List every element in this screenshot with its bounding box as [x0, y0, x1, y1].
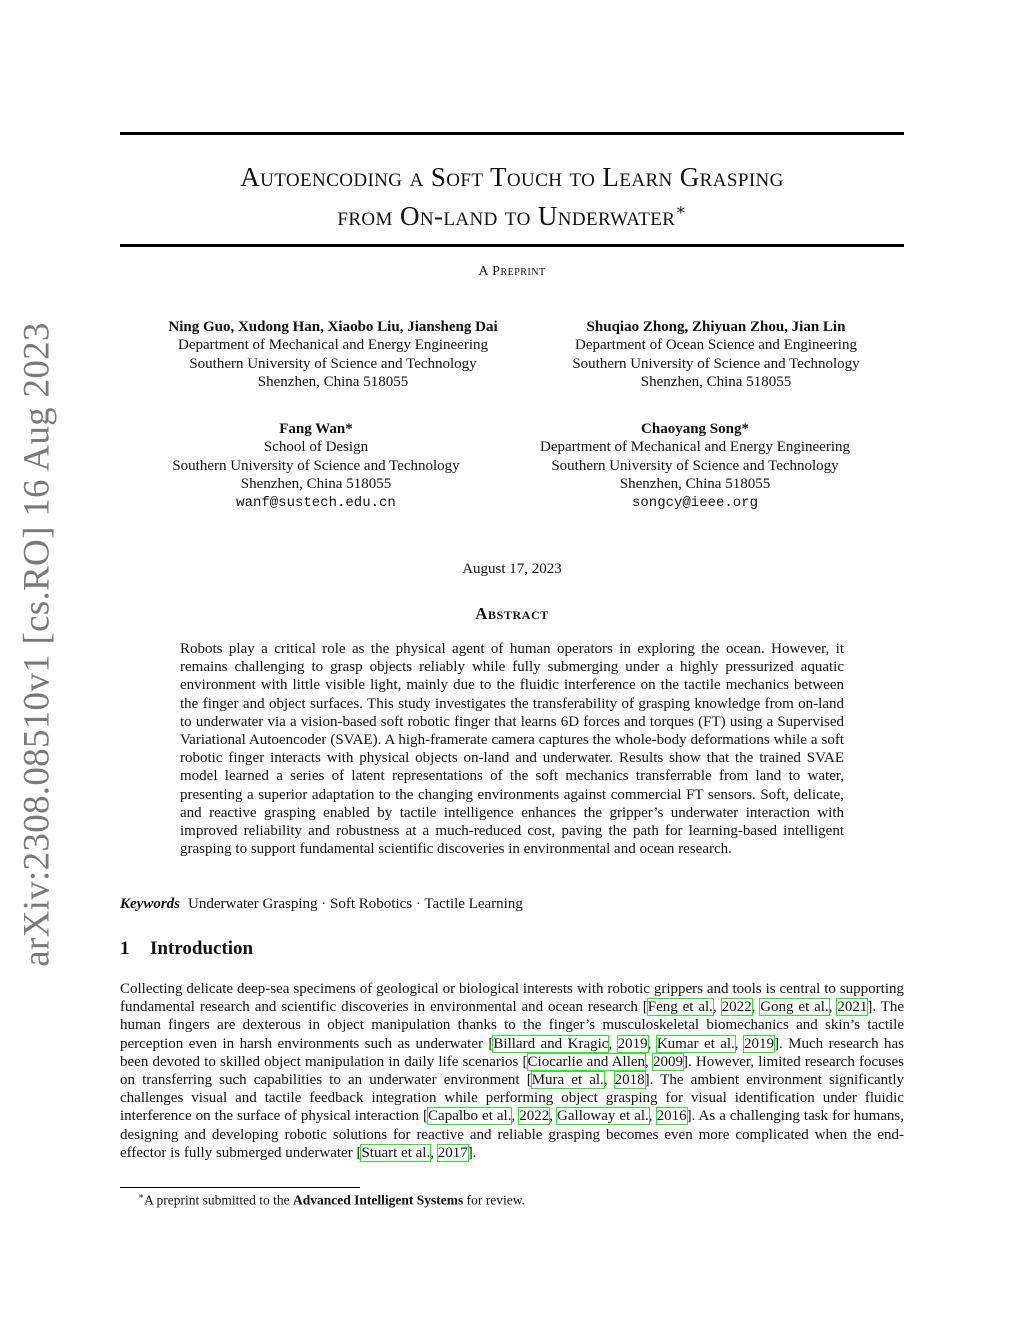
abstract-heading: Abstract	[475, 604, 549, 623]
intro-text: ,	[647, 1035, 657, 1052]
intro-text: ]. However, limited research focuses on transferring such capabilities to an underwater environment [	[120, 1053, 904, 1089]
author-affiliation: Southern University of Science and Technology	[189, 355, 477, 372]
preprint-label: A Preprint	[478, 264, 546, 279]
author-affiliation: Shenzhen, China 518055	[240, 476, 392, 493]
arxiv-identifier-stamp	[12, 321, 62, 967]
intro-text: ,	[608, 1035, 618, 1052]
author-affiliation: Southern University of Science and Technology	[572, 355, 860, 372]
author-affiliation: Department of Mechanical and Energy Engineering	[177, 337, 489, 354]
keywords-text: Underwater Grasping · Soft Robotics · Tactile Learning	[188, 896, 523, 912]
citation-link[interactable]: 2021	[837, 999, 868, 1016]
author-names: Shuqiao Zhong, Zhiyuan Zhou, Jian Lin	[586, 319, 846, 335]
footnote-prefix: A preprint submitted to the	[144, 1192, 293, 1208]
citation-link[interactable]: Gong et al.	[760, 999, 829, 1016]
publication-date: August 17, 2023	[462, 561, 562, 577]
author-names: Fang Wan*	[279, 421, 353, 437]
author-names: Ning Guo, Xudong Han, Xiaobo Liu, Jiansheng Dai	[168, 319, 498, 335]
introduction-paragraph	[120, 980, 904, 1162]
author-affiliation: Department of Ocean Science and Engineering	[575, 337, 857, 354]
section-title: Introduction	[150, 938, 254, 959]
intro-text: ,	[828, 999, 838, 1016]
author-affiliation: Department of Mechanical and Energy Engineering	[539, 439, 851, 456]
arxiv-stamp-text: arXiv:2308.08510v1 [cs.RO] 16 Aug 2023	[16, 321, 58, 967]
citation-link[interactable]: Ciocarlie and Allen	[527, 1053, 646, 1070]
citation-link[interactable]: 2022	[519, 1108, 550, 1125]
author-affiliation: School of Design	[263, 439, 369, 456]
intro-text: ]. The ambient environment significantly challenges visual and tactile feedback integration while performing object grasping for visual identification under fluidic interference on the surface of physical interaction [	[120, 1072, 904, 1125]
paper-title	[120, 160, 904, 233]
intro-text: ]. As a challenging task for humans, designing and developing robotic solutions for reactive and reliable grasping becomes even more complicated when the end-effector is fully submerged underwater [	[120, 1108, 905, 1161]
intro-text: ,	[751, 999, 761, 1016]
footnote-separator	[120, 1187, 360, 1188]
intro-text: ,	[603, 1072, 615, 1089]
citation-link[interactable]: Feng et al.	[647, 999, 713, 1016]
citation-link[interactable]: 2017	[437, 1144, 468, 1161]
author-names: Chaoyang Song*	[641, 421, 749, 437]
title-footnote-mark[interactable]: ∗	[675, 202, 687, 219]
section-heading-introduction	[120, 938, 253, 960]
footnote-venue: Advanced Intelligent Systems	[292, 1192, 464, 1208]
intro-text: ,	[511, 1108, 520, 1125]
footnote-suffix: for review.	[463, 1192, 525, 1208]
title-top-rule	[120, 132, 904, 135]
intro-text: ,	[430, 1144, 438, 1161]
citation-link[interactable]: 2009	[652, 1053, 683, 1070]
footnote-mark: ∗	[138, 1191, 145, 1201]
author-affiliation: Shenzhen, China 518055	[640, 374, 792, 391]
intro-text: ].	[467, 1144, 477, 1161]
intro-text: Collecting delicate deep-sea specimens of geological or biological interests with robotic grippers and tools is central to supporting fundamental research and scientific discoveries in environmental and ocean research [	[120, 981, 904, 1016]
intro-text: ]. Much research has been devoted to skilled object manipulation in daily life scenarios [	[120, 1035, 905, 1070]
citation-link[interactable]: 2018	[614, 1072, 645, 1089]
citation-link[interactable]: Galloway et al.	[557, 1108, 649, 1125]
keywords-line	[120, 896, 904, 913]
title-line-2: from On-land to Underwater∗	[337, 201, 687, 231]
author-email[interactable]: wanf@sustech.edu.cn	[236, 494, 396, 511]
citation-link[interactable]: Kumar et al.	[656, 1035, 735, 1052]
author-block-4	[506, 420, 884, 512]
citation-link[interactable]: Mura et al.	[531, 1072, 604, 1089]
intro-text: ,	[734, 1035, 744, 1052]
citation-link[interactable]: Capalbo et al.	[428, 1108, 512, 1125]
author-block-3	[140, 420, 492, 512]
intro-text: ,	[648, 1108, 657, 1125]
citation-link[interactable]: Stuart et al.	[361, 1144, 431, 1161]
author-affiliation: Southern University of Science and Technology	[551, 457, 839, 474]
author-affiliation: Shenzhen, China 518055	[619, 476, 771, 493]
intro-text: ,	[712, 999, 722, 1016]
footnote	[138, 1191, 525, 1209]
citation-link[interactable]: 2019	[743, 1035, 774, 1052]
citation-link[interactable]: Billard and Kragic	[493, 1035, 609, 1052]
author-email[interactable]: songcy@ieee.org	[631, 494, 759, 511]
title-bottom-rule	[120, 244, 904, 247]
citation-link[interactable]: 2016	[656, 1108, 687, 1125]
intro-text: ,	[645, 1053, 653, 1070]
author-affiliation: Shenzhen, China 518055	[257, 374, 409, 391]
section-number: 1	[120, 938, 130, 959]
citation-link[interactable]: 2019	[617, 1035, 648, 1052]
title-line-1: Autoencoding a Soft Touch to Learn Grasping	[240, 162, 784, 192]
citation-link[interactable]: 2022	[721, 999, 752, 1016]
intro-text: ,	[549, 1108, 558, 1125]
keywords-label: Keywords	[120, 896, 180, 912]
abstract-text: Robots play a critical role as the physical agent of human operators in exploring the ocean. However, it remains challenging to grasp objects reliably while fully submerging under a highly pressurized aquatic environment with little visible light, mainly due to the fluidic interference on the tactile mechanics between the finger and object surfaces. This study investigates the transferability of grasping knowledge from on-land to underwater via a vision-based soft robotic finger that learns 6D forces and torques (FT) using a Supervised Variational Autoencoder (SVAE). A high-framerate camera captures the whole-body deformations while a soft robotic finger interacts with physical objects on-land and underwater. Results show that the trained SVAE model learned a series of latent representations of the soft mechanics transferrable from land to water, presenting a superior adaptation to the changing environments against commercial FT sensors. Soft, delicate, and reactive grasping enabled by tactile intelligence enhances the gripper’s underwater interaction with improved reliability and robustness at a much-reduced cost, paving the path for learning-based intelligent grasping to support fundamental scientific discoveries in environmental and ocean research.	[180, 641, 844, 858]
author-block-1	[140, 318, 526, 392]
author-affiliation: Southern University of Science and Technology	[172, 457, 460, 474]
intro-text: ]. The human fingers are dexterous in object manipulation thanks to the finger’s musculoskeletal biomechanics and skin’s tactile perception even in harsh environments such as underwater [	[120, 999, 905, 1052]
author-block-2	[536, 318, 896, 392]
